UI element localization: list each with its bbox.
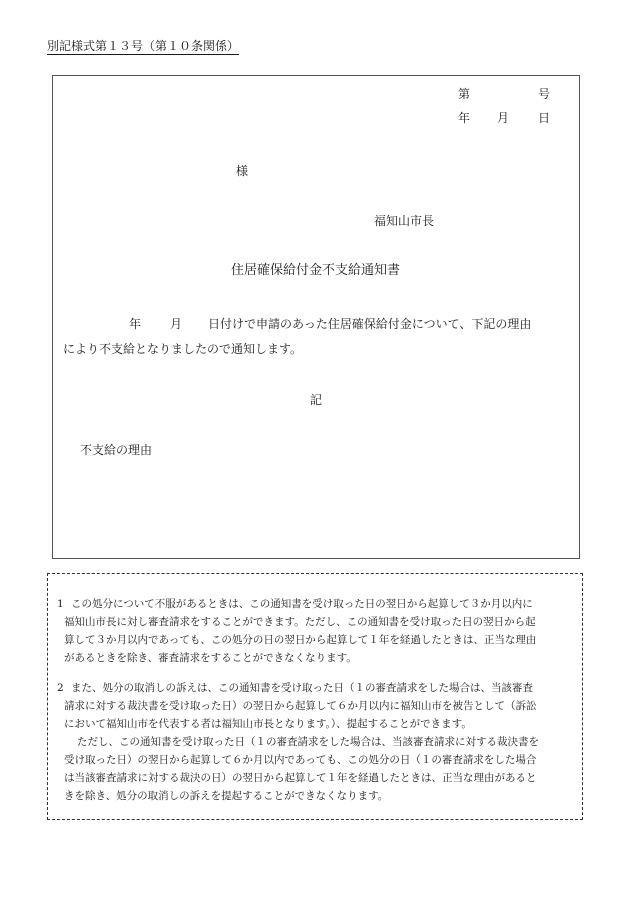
reason-label: 不支給の理由 (80, 443, 153, 457)
ki-mark: 記 (310, 393, 323, 407)
notice-item1-number: 1 (57, 598, 64, 610)
number-prefix: 第 (458, 87, 471, 101)
issuer-name: 福知山市長 (374, 214, 435, 228)
number-suffix: 号 (538, 87, 551, 101)
body-year: 年 (129, 317, 142, 331)
body-line1: 日付けで申請のあった住居確保給付金について、下記の理由 (208, 317, 532, 331)
document-title: 住居確保給付金不支給通知書 (231, 263, 401, 278)
notice-item2-number: 2 (57, 682, 64, 694)
notice-item2-line: また、処分の取消しの訴えは、この通知書を受け取った日（１の審査請求をした場合は、当該審査 (71, 682, 533, 694)
date-year: 年 (458, 111, 471, 125)
body-line2: により不支給となりましたので通知します。 (63, 342, 303, 356)
date-month: 月 (497, 111, 510, 125)
body-month: 月 (170, 317, 183, 331)
notice-item2-line: 請求に対する裁決書を受け取った日）の翌日から起算して６か月以内に福知山市を被告として（訴訟 (64, 700, 537, 712)
date-day: 日 (538, 111, 551, 125)
addressee-suffix: 様 (236, 164, 249, 178)
form-title: 別記様式第１３号（第１０条関係） (47, 39, 240, 53)
notice-item1-line: 算して３か月以内であっても、この処分の日の翌日から起算して１年を経過したときは、正当な理由 (64, 634, 537, 646)
notice-item1-line: この処分について不服があるときは、この通知書を受け取った日の翌日から起算して３か月以内に (71, 598, 533, 610)
notice-item2-line: 受け取った日）の翌日から起算して６か月以内であっても、この処分の日（１の審査請求をした場合 (64, 754, 537, 766)
notice-item2-line: は当該審査請求に対する裁決の日）の翌日から起算して１年を経過したときは、正当な理由があると (64, 772, 537, 784)
notice-item2-line: において福知山市を代表する者は福知山市長となります。）、提起することができます。 (64, 718, 472, 730)
notice-item1-line: 福知山市長に対し審査請求をすることができます。ただし、この通知書を受け取った日の翌日から起 (64, 616, 536, 628)
notice-item2-line: ただし、この通知書を受け取った日（１の審査請求をした場合は、当該審査請求に対する裁決書を (77, 736, 539, 748)
notice-item2-line: きを除き、処分の取消しの訴えを提起することができなくなります。 (64, 790, 389, 802)
notice-item1-line: があるときを除き、審査請求をすることができなくなります。 (64, 652, 357, 664)
